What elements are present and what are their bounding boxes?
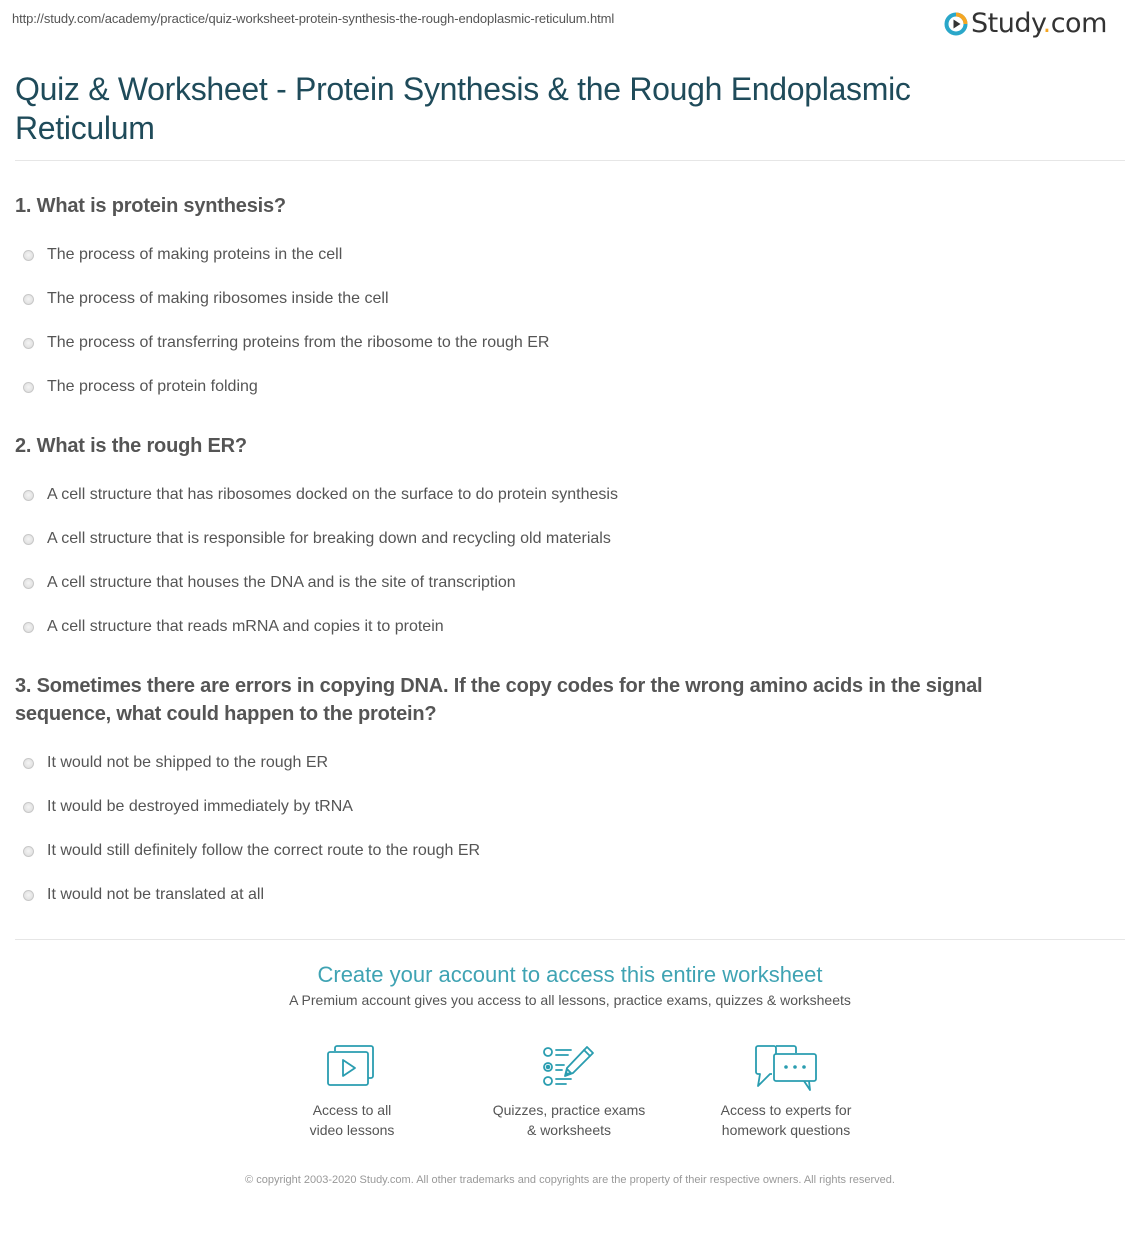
feature-quizzes — [469, 1044, 669, 1140]
quiz-checklist-icon — [469, 1044, 669, 1088]
option-label: A cell structure that reads mRNA and copies it to protein — [47, 618, 444, 635]
option-label: It would not be shipped to the rough ER — [47, 754, 329, 771]
radio-button[interactable] — [23, 294, 34, 305]
option-label: A cell structure that houses the DNA and is the site of transcription — [47, 574, 516, 591]
option-label: A cell structure that has ribosomes docked on the surface to do protein synthesis — [47, 486, 618, 503]
option-label: It would be destroyed immediately by tRNA — [47, 798, 353, 815]
video-lessons-icon — [252, 1044, 452, 1088]
feature-label: Access to all video lessons — [309, 1102, 395, 1138]
option-label: The process of protein folding — [47, 378, 258, 395]
feature-label: Quizzes, practice exams & worksheets — [492, 1102, 646, 1138]
page-title: Quiz & Worksheet - Protein Synthesis & the Rough Endoplasmic Reticulum — [15, 71, 911, 146]
answer-option[interactable] — [23, 233, 1115, 277]
feature-label: Access to experts for homework questions — [720, 1102, 852, 1138]
radio-button[interactable] — [23, 846, 34, 857]
radio-button[interactable] — [23, 758, 34, 769]
question-2 — [15, 432, 1115, 649]
radio-button[interactable] — [23, 622, 34, 633]
cta-divider — [15, 939, 1125, 940]
title-divider — [15, 160, 1125, 161]
option-label: The process of transferring proteins from the ribosome to the rough ER — [47, 334, 550, 351]
radio-button[interactable] — [23, 338, 34, 349]
answer-option[interactable] — [23, 561, 1115, 605]
option-label: The process of making ribosomes inside the cell — [47, 290, 389, 307]
question-text: 1. What is protein synthesis? — [15, 195, 286, 217]
chat-bubbles-icon — [686, 1044, 886, 1092]
cta-subtitle: A Premium account gives you access to all lessons, practice exams, quizzes & worksheets — [289, 992, 851, 1008]
answer-option[interactable] — [23, 785, 1075, 829]
answer-option[interactable] — [23, 365, 1115, 409]
radio-button[interactable] — [23, 578, 34, 589]
option-label: It would still definitely follow the correct route to the rough ER — [47, 842, 481, 859]
answer-option[interactable] — [23, 605, 1115, 649]
question-text: 2. What is the rough ER? — [15, 435, 247, 457]
feature-experts — [686, 1044, 886, 1140]
feature-video-lessons — [252, 1044, 452, 1140]
page-url: http://study.com/academy/practice/quiz-worksheet-protein-synthesis-the-rough-endoplasmic-reticulum.html — [12, 11, 615, 26]
option-label: It would not be translated at all — [47, 886, 265, 903]
radio-button[interactable] — [23, 802, 34, 813]
answer-option[interactable] — [23, 321, 1115, 365]
option-label: The process of making proteins in the cell — [47, 246, 343, 263]
copyright-notice: © copyright 2003-2020 Study.com. All other trademarks and copyrights are the property of their respective owners. All rights reserved. — [245, 1174, 895, 1186]
radio-button[interactable] — [23, 490, 34, 501]
cta-title[interactable]: Create your account to access this entire worksheet — [317, 962, 823, 987]
answer-option[interactable] — [23, 741, 1075, 785]
radio-button[interactable] — [23, 534, 34, 545]
answer-option[interactable] — [23, 517, 1115, 561]
radio-button[interactable] — [23, 382, 34, 393]
study-logo[interactable] — [944, 8, 1107, 40]
answer-option[interactable] — [23, 277, 1115, 321]
question-3 — [15, 672, 1075, 917]
question-text: 3. Sometimes there are errors in copying DNA. If the copy codes for the wrong amino acids in the signal sequence, what could happen to the protein? — [15, 675, 983, 725]
option-label: A cell structure that is responsible for breaking down and recycling old materials — [47, 530, 611, 547]
radio-button[interactable] — [23, 250, 34, 261]
radio-button[interactable] — [23, 890, 34, 901]
logo-text: Study.com — [971, 8, 1107, 39]
answer-option[interactable] — [23, 829, 1075, 873]
answer-option[interactable] — [23, 473, 1115, 517]
play-logo-icon — [944, 12, 968, 36]
question-1 — [15, 192, 1115, 409]
answer-option[interactable] — [23, 873, 1075, 917]
